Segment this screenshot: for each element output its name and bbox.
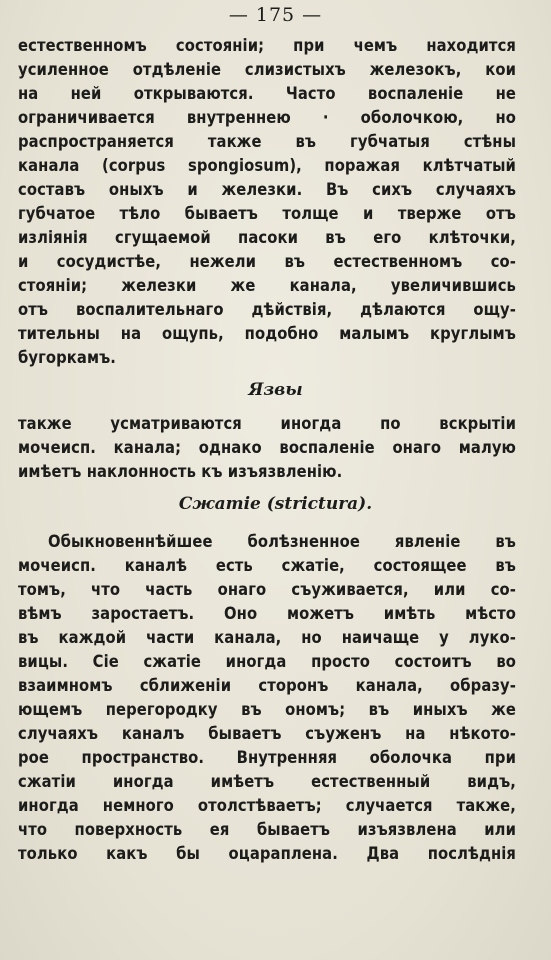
text-line: ющемъ перегородку въ ономъ; въ иныхъ же [18, 700, 516, 719]
section-heading-yazvy: Язвы [248, 380, 303, 400]
text-line: канала (corpus spongiosum), поражая клѣтчатый [18, 156, 516, 175]
text-line: составъ оныхъ и железки. Въ сихъ случаяхъ [18, 180, 516, 199]
page-number: — 175 — [228, 4, 323, 26]
text-line: что поверхность ея бываетъ изъязвлена или [18, 820, 516, 839]
text-line: вѣмъ заростаетъ. Оно можетъ имѣть мѣсто [18, 604, 516, 623]
text-line: отъ воспалительнаго дѣйствія, дѣлаются ощу- [18, 300, 516, 319]
text-line: только какъ бы оцарапленa. Два послѣднія [18, 844, 516, 863]
text-line: мочеисп. канала; однако воспаленіе онаго малую [18, 438, 516, 457]
text-line: мочеисп. каналѣ есть сжатіе, состоящее въ [18, 556, 516, 575]
text-line: имѣетъ наклонность къ изъязвленію. [18, 462, 343, 481]
text-line: и сосудистѣе, нежели въ естественномъ со- [18, 252, 516, 271]
text-line: сжатіи иногда имѣетъ естественный видъ, [18, 772, 516, 791]
text-line: томъ, что часть онаго съуживается, или со- [18, 580, 516, 599]
text-line: взаимномъ сближеніи сторонъ канала, образу- [18, 676, 516, 695]
text-line: бугоркамъ. [18, 348, 117, 367]
text-line: Обыкновеннѣйшее болѣзненное явленіе въ [48, 532, 516, 551]
section-heading-szhatie: Сжатіе (strictura). [178, 494, 373, 514]
text-line: изліянія сгущаемой пасоки въ его клѣточки, [18, 228, 516, 247]
text-line: распространяется также въ губчатыя стѣны [18, 132, 516, 151]
text-line: случаяхъ каналъ бываетъ съуженъ на нѣкото- [18, 724, 516, 743]
text-line: также усматриваются иногда по вскрытіи [18, 414, 516, 433]
text-line: иногда немного отолстѣваетъ; случается также, [18, 796, 516, 815]
text-line: губчатое тѣло бываетъ толще и тверже отъ [18, 204, 516, 223]
text-line: вицы. Сіе сжатіе иногда просто состоитъ во [18, 652, 516, 671]
text-line: усиленное отдѣленіе слизистыхъ железокъ, кои [18, 60, 516, 79]
text-line: естественномъ состояніи; при чемъ находится [18, 36, 516, 55]
text-line: рое пространство. Внутренняя оболочка при [18, 748, 516, 767]
text-line: стояніи; железки же канала, увеличившись [18, 276, 516, 295]
text-line: ограничивается внутреннею · оболочкою, но [18, 108, 516, 127]
text-line: на ней открываются. Часто воспаленіе не [18, 84, 516, 103]
text-line: въ каждой части канала, но наичаще у луко- [18, 628, 516, 647]
text-line: тительны на ощупь, подобно малымъ круглымъ [18, 324, 516, 343]
